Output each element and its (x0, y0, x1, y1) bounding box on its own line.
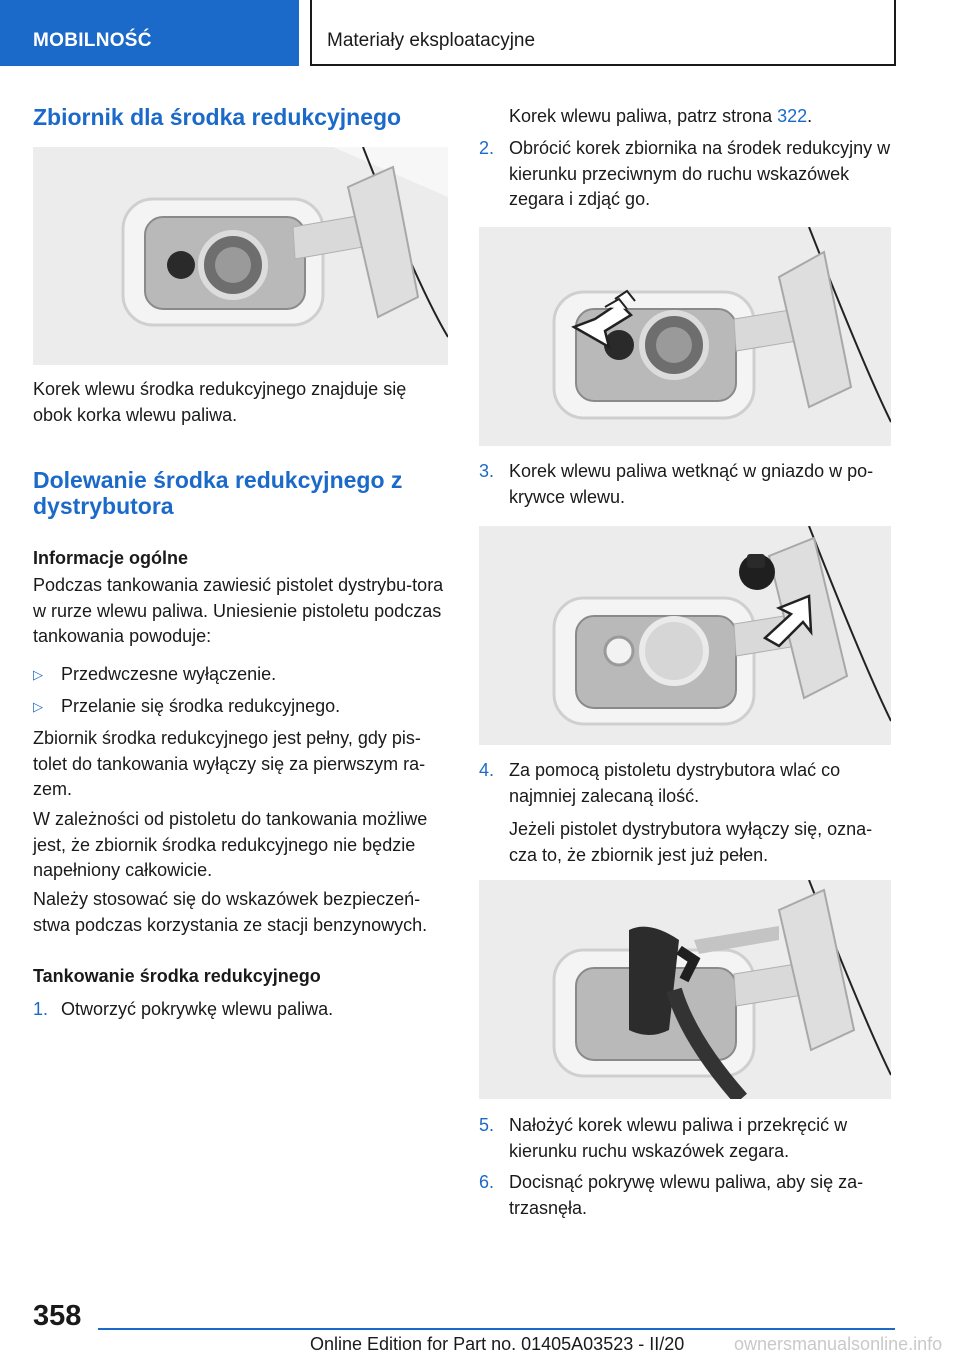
para-fuel-cap-reference: Korek wlewu paliwa, patrz strona 322. (509, 106, 813, 126)
photo-dispenser-nozzle (479, 880, 891, 1099)
photo-insert-fuel-cap (479, 526, 891, 745)
header-underline (310, 64, 896, 66)
triangle-bullet-icon: ▷ (33, 699, 43, 714)
edition-footer: Online Edition for Part no. 01405A03523 - II/20 (310, 1334, 685, 1354)
page-number: 358 (33, 1300, 82, 1332)
para-step4-note: Jeżeli pistolet dystrybutora wyłączy się, ozna-cza to, że zbiornik jest już pełen. (509, 819, 873, 865)
heading-dispenser-refill: Dolewanie środka redukcyjnego z dystrybutora (33, 467, 403, 519)
photo-turn-reductant-cap (479, 227, 891, 446)
header-end-rule (894, 0, 896, 66)
heading-reductant-tank: Zbiornik dla środka redukcyjnego (33, 104, 402, 130)
para-hang-nozzle: Podczas tankowania zawiesić pistolet dystrybu-tora w rurze wlewu paliwa. Uniesienie pistoletu podczas tankowania powoduje: (33, 575, 444, 646)
photo-filler-flap-open (33, 147, 448, 365)
para-tank-full: Zbiornik środka redukcyjnego jest pełny, gdy pis-tolet do tankowania wyłączy się za pierwszym ra-zem. (33, 728, 426, 799)
section-tab: MOBILNOŚĆ (0, 0, 299, 66)
para-reductant-cap-location: Korek wlewu środka redukcyjnego znajduje się obok korka wlewu paliwa. (33, 379, 407, 425)
para-safety-notes: Należy stosować się do wskazówek bezpieczeń-stwa podczas korzystania ze stacji benzynowych. (33, 889, 428, 935)
footer-rule (98, 1328, 895, 1330)
triangle-bullet-icon: ▷ (33, 667, 43, 682)
para-not-fully-filled: W zależności od pistoletu do tankowania możliwe jest, że zbiornik środka redukcyjnego nie będzie napełniony całkowicie. (33, 809, 428, 880)
subheading-refueling-reductant: Tankowanie środka redukcyjnego (33, 966, 321, 986)
header-divider (310, 0, 312, 66)
chapter-title: Materiały eksploatacyjne (327, 30, 536, 51)
subheading-general-info: Informacje ogólne (33, 548, 189, 568)
watermark: ownersmanualsonline.info (730, 1334, 942, 1355)
page-link-322[interactable]: 322 (777, 106, 808, 126)
